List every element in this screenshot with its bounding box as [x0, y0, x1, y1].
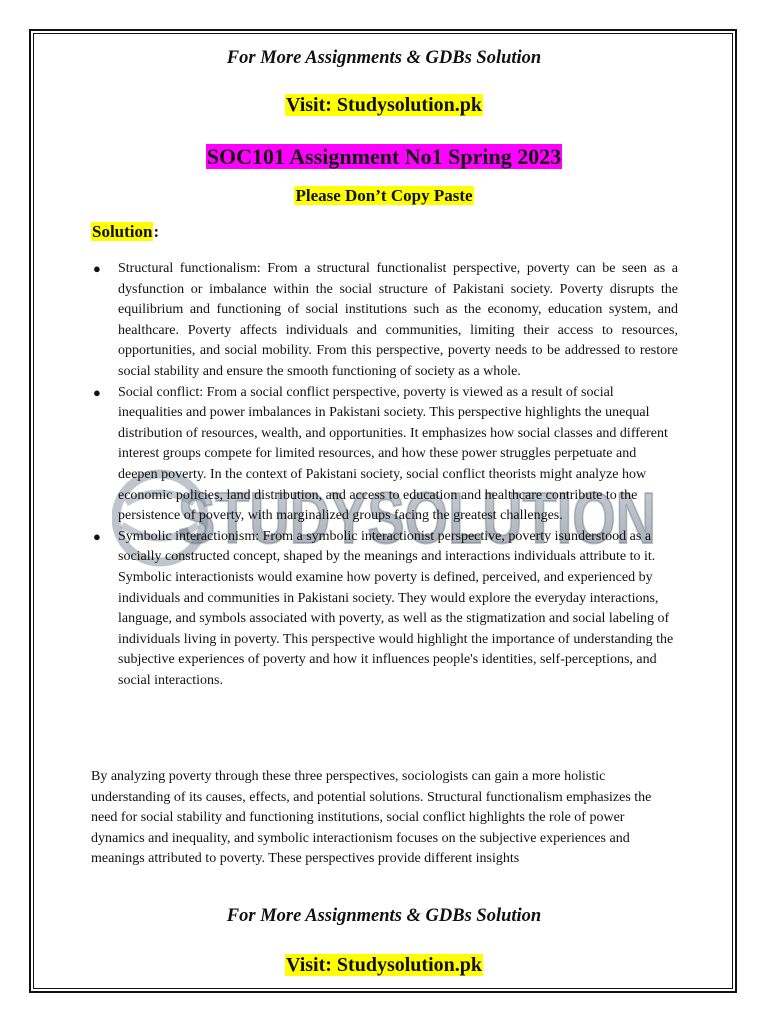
closing-paragraph: By analyzing poverty through these three perspectives, sociologists can gain a more holistic understanding of its causes, effects, and potential solutions. Structural functionalism emphasizes the need for social stability and functioning institutions, social conflict highlights the role of power dynamics and inequality, and symbolic interactionism focuses on the subjective experiences and meanings attributed to poverty. These perspectives provide different insights — [91, 769, 652, 867]
assignment-title: SOC101 Assignment No1 Spring 2023 — [206, 144, 562, 169]
perspectives-list — [93, 259, 678, 691]
bullet-icon: ● — [93, 528, 101, 544]
solution-label: Solution: — [92, 222, 160, 241]
header-visit — [0, 94, 768, 117]
list-item-structural-functionalism: ● Structural functionalism: From a structural functionalist perspective, poverty can be seen as a dysfunction or imbalance within the social structure of Pakistani society. Poverty disrupts the equilibrium and functioning of social institutions such as the economy, education system, and healthcare. Poverty affects individuals and communities, limiting their access to resources, opportunities, and social mobility. From this perspective, poverty needs to be addressed to restore social stability and ensure the smooth functioning of society as a whole. — [93, 261, 678, 379]
header-tagline: For More Assignments & GDBs Solution — [226, 48, 542, 68]
bullet-icon: ● — [93, 384, 101, 400]
list-item-social-conflict: ● Social conflict: From a social conflict perspective, poverty is viewed as a result of social inequalities and power imbalances in Pakistani society. This perspective highlights the unequal distribution of resources, wealth, and opportunities. It emphasizes how social classes and different interest groups compete for limited resources, and how these power struggles perpetuate and deepen poverty. In the context of Pakistani society, social conflict theorists might analyze how economic policies, land distribution, and access to education and healthcare contribute to the persistence of poverty, with marginalized groups facing the greatest challenges. — [93, 384, 668, 524]
footer-visit-link[interactable]: Visit: Studysolution.pk — [286, 954, 482, 976]
bullet-icon: ● — [93, 261, 101, 276]
watermark-text: STUDYSOLUTION — [178, 479, 656, 559]
footer-visit — [0, 954, 768, 977]
copy-notice: Please Don’t Copy Paste — [295, 186, 473, 205]
footer-tagline: For More Assignments & GDBs Solution — [226, 906, 542, 926]
list-item-symbolic-interactionism: ● Symbolic interactionism: From a symbolic interactionist perspective, poverty isunderstood as a socially constructed concept, shaped by the meanings and interactions individuals attribute to it. Symbolic interactionists would examine how poverty is defined, perceived, and experienced by individuals and communities in Pakistani society. They would explore the everyday interactions, language, and symbols associated with poverty, as well as the stigmatization and social labeling of individuals living in poverty. This perspective would highlight the importance of understanding the subjective experiences of poverty and how it influences people's identities, self-perceptions, and social interactions. — [93, 528, 674, 688]
visit-link[interactable]: Visit: Studysolution.pk — [286, 94, 482, 116]
